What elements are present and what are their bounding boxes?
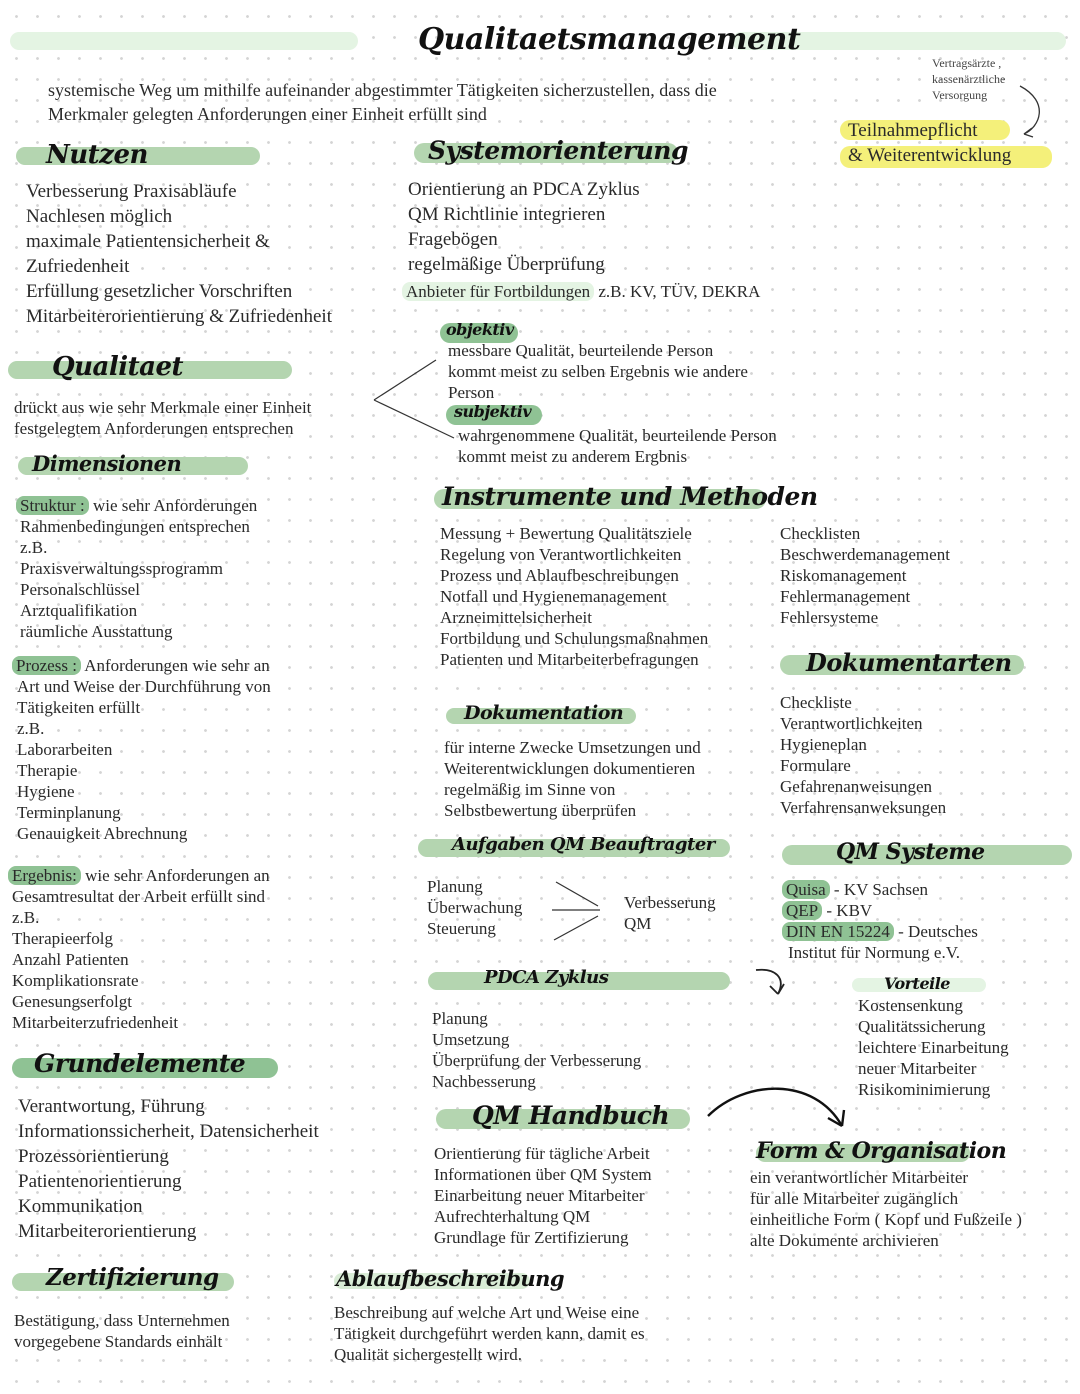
prozess-line: Tätigkeiten erfüllt — [17, 698, 141, 717]
title-highlight-left — [10, 32, 358, 50]
list-item: einheitliche Form ( Kopf und Fußzeile ) — [750, 1210, 1022, 1229]
list-item: für interne Zwecke Umsetzungen und — [444, 738, 701, 757]
def-line: drückt aus wie sehr Merkmale einer Einheit — [14, 398, 312, 417]
list-item: Verantwortlichkeiten — [780, 714, 923, 733]
list-item: Fragebögen — [408, 229, 498, 250]
list-item: Patienten und Mitarbeiterbefragungen — [440, 650, 699, 669]
big-arrow-icon — [704, 1078, 854, 1138]
list-item: Messung + Bewertung Qualitätsziele — [440, 524, 692, 543]
list-item: neuer Mitarbeiter — [858, 1059, 977, 1078]
qep-rest: - KBV — [822, 901, 873, 920]
systemorientierung-heading: Systemorienterung — [428, 136, 688, 165]
def-line: festgelegtem Anforderungen entsprechen — [14, 419, 294, 438]
struktur-label: Struktur : — [16, 496, 89, 515]
list-item: Planung — [427, 877, 483, 896]
list-item: Umsetzung — [432, 1030, 510, 1049]
vertrag-note — [932, 55, 1005, 103]
list-item: Überprüfung der Verbesserung — [432, 1051, 642, 1070]
grundelemente-list — [18, 1094, 319, 1244]
prozess-label: Prozess : — [12, 656, 81, 675]
hook-arrow-icon — [752, 964, 792, 1000]
teilnahme-line: & Weiterentwicklung — [848, 145, 1012, 166]
list-item: leichtere Einarbeitung — [858, 1038, 1009, 1057]
dokumentarten-list — [780, 692, 946, 818]
ergebnis-block — [8, 865, 270, 1033]
aufgaben-heading: Aufgaben QM Beauftragter — [452, 834, 715, 855]
subjektiv-label: subjektiv — [454, 402, 532, 421]
list-item: Erfüllung gesetzlicher Vorschriften — [26, 281, 293, 302]
list-item: Qualitätssicherung — [858, 1017, 986, 1036]
zertifizierung-heading: Zertifizierung — [46, 1264, 219, 1291]
form-heading: Form & Organisation — [756, 1138, 1007, 1164]
ergebnis-label: Ergebnis: — [8, 866, 81, 885]
subjektiv-text — [458, 425, 777, 467]
anbieter-rest: z.B. KV, TÜV, DEKRA — [594, 282, 761, 301]
list-item: ein verantwortlicher Mitarbeiter — [750, 1168, 969, 1187]
list-item: Beschreibung auf welche Art und Weise eine — [334, 1303, 640, 1322]
list-item: QM Richtlinie integrieren — [408, 204, 606, 225]
dokumentarten-heading: Dokumentarten — [806, 648, 1012, 677]
list-item: Beschwerdemanagement — [780, 545, 950, 564]
qmsysteme-list — [782, 879, 978, 963]
prozess-line: Art und Weise der Durchführung von — [17, 677, 271, 696]
list-item: Kostensenkung — [858, 996, 963, 1015]
list-item: Notfall und Hygienemanagement — [440, 587, 667, 606]
definition-line: Merkmaler gelegten Anforderungen einer Einheit erfüllt sind — [48, 104, 487, 124]
list-item: Risikominimierung — [858, 1080, 991, 1099]
objektiv-line: messbare Qualität, beurteilende Person — [448, 341, 714, 360]
list-item: Weiterentwicklungen dokumentieren — [444, 759, 696, 778]
ergebnis-line: wie sehr Anforderungen an — [80, 866, 270, 885]
prozess-line: Anforderungen wie sehr an — [80, 656, 270, 675]
din-rest-line: Institut für Normung e.V. — [788, 943, 961, 962]
list-item: maximale Patientensicherheit & — [26, 231, 270, 252]
list-item: Fehlermanagement — [780, 587, 911, 606]
system-list — [408, 177, 640, 277]
list-item: Verfahrensanweksungen — [780, 798, 947, 817]
struktur-line: Personalschlüssel — [20, 580, 140, 599]
aufgaben-lines — [548, 878, 608, 946]
struktur-line: räumliche Ausstattung — [20, 622, 173, 641]
list-item: Patientenorientierung — [18, 1171, 182, 1192]
list-item: Überwachung — [427, 898, 523, 917]
branch-lines — [370, 358, 460, 442]
list-item: Fortbildung und Schulungsmaßnahmen — [440, 629, 709, 648]
vorteile-list — [858, 995, 1009, 1100]
list-item: Qualität sichergestellt wird. — [334, 1345, 523, 1364]
list-item: Fehlersysteme — [780, 608, 879, 627]
list-item: Verbesserung — [624, 893, 716, 912]
list-item: vorgegebene Standards einhält — [14, 1332, 223, 1351]
list-item: Bestätigung, dass Unternehmen — [14, 1311, 230, 1330]
teilnahme — [848, 118, 1011, 168]
instrumente-heading: Instrumente und Methoden — [442, 482, 818, 511]
qualitaet-def — [14, 397, 311, 439]
prozess-block — [12, 655, 271, 844]
list-item: Einarbeitung neuer Mitarbeiter — [434, 1186, 645, 1205]
prozess-line: z.B. — [17, 719, 45, 738]
list-item: Nachlesen möglich — [26, 206, 173, 227]
list-item: Checkliste — [780, 693, 852, 712]
list-item: Zufriedenheit — [26, 256, 130, 277]
handbuch-heading: QM Handbuch — [472, 1101, 670, 1130]
objektiv-text — [448, 340, 748, 403]
list-item: Verantwortung, Führung — [18, 1096, 205, 1117]
dimensionen-heading: Dimensionen — [32, 451, 182, 476]
aufgaben-right — [624, 892, 716, 934]
teilnahme-line: Teilnahmepflicht — [848, 120, 978, 141]
list-item: Selbstbewertung überprüfen — [444, 801, 637, 820]
quisa-rest: - KV Sachsen — [829, 880, 929, 899]
list-item: Riskomanagement — [780, 566, 907, 585]
list-item: Aufrechterhaltung QM — [434, 1207, 591, 1226]
zert-list — [14, 1310, 230, 1352]
struktur-line: Rahmenbedingungen entsprechen — [20, 517, 250, 536]
ergebnis-line: Genesungserfolgt — [12, 992, 132, 1011]
list-item: Prozessorientierung — [18, 1146, 169, 1167]
subjektiv-line: kommt meist zu anderem Ergbnis — [458, 447, 688, 466]
struktur-line: Arztqualifikation — [20, 601, 138, 620]
list-item: Orientierung für tägliche Arbeit — [434, 1144, 650, 1163]
dokumentation-heading: Dokumentation — [464, 702, 624, 724]
nutzen-list — [26, 179, 332, 329]
list-item: regelmäßig im Sinne von — [444, 780, 616, 799]
prozess-line: Hygiene — [17, 782, 75, 801]
note-line: kassenärztliche — [932, 72, 1006, 86]
instrumente-col2 — [780, 523, 950, 628]
prozess-line: Genauigkeit Abrechnung — [17, 824, 188, 843]
ergebnis-line: Komplikationsrate — [12, 971, 139, 990]
grundelemente-heading: Grundelemente — [34, 1049, 246, 1078]
list-item: Grundlage für Zertifizierung — [434, 1228, 629, 1247]
din-rest: - Deutsches — [893, 922, 978, 941]
list-item: Prozess und Ablaufbeschreibungen — [440, 566, 679, 585]
ergebnis-line: Anzahl Patienten — [12, 950, 129, 969]
list-item: Mitarbeiterorientierung & Zufriedenheit — [26, 306, 332, 327]
note-line: Versorgung — [932, 88, 988, 102]
list-item: alte Dokumente archivieren — [750, 1231, 939, 1250]
form-list — [750, 1167, 1022, 1251]
prozess-line: Terminplanung — [17, 803, 121, 822]
anbieter-label: Anbieter für Fortbildungen — [402, 282, 594, 301]
definition-line: systemische Weg um mithilfe aufeinander abgestimmter Tätigkeiten sicherzustellen, dass die — [48, 80, 717, 100]
ergebnis-line: Therapieerfolg — [12, 929, 113, 948]
list-item: Informationssicherheit, Datensicherheit — [18, 1121, 319, 1142]
list-item: Kommunikation — [18, 1196, 143, 1217]
struktur-block — [16, 495, 257, 642]
list-item: Mitarbeiterorientierung — [18, 1221, 197, 1242]
prozess-line: Therapie — [17, 761, 78, 780]
list-item: Checklisten — [780, 524, 861, 543]
prozess-line: Laborarbeiten — [17, 740, 113, 759]
vorteile-heading: Vorteile — [884, 974, 950, 993]
qualitaet-heading: Qualitaet — [52, 352, 184, 382]
objektiv-line: kommt meist zu selben Ergebnis wie andere — [448, 362, 748, 381]
instrumente-col1 — [440, 523, 708, 670]
list-item: Hygieneplan — [780, 735, 867, 754]
pdca-heading: PDCA Zyklus — [484, 967, 609, 988]
list-item: QM — [624, 914, 652, 933]
anbieter — [402, 281, 760, 302]
aufgaben-left — [427, 876, 522, 939]
din-label: DIN EN 15224 — [782, 922, 894, 941]
struktur-line: Praxisverwaltungssprogramm — [20, 559, 224, 578]
definition — [48, 78, 717, 126]
objektiv-label: objektiv — [446, 320, 514, 339]
list-item: Steuerung — [427, 919, 496, 938]
list-item: regelmäßige Überprüfung — [408, 254, 605, 275]
ergebnis-line: Gesamtresultat der Arbeit erfüllt sind — [12, 887, 266, 906]
ergebnis-line: z.B. — [12, 908, 40, 927]
list-item: Gefahrenanweisungen — [780, 777, 932, 796]
ablauf-list — [334, 1302, 645, 1365]
struktur-line: z.B. — [20, 538, 48, 557]
handbuch-list — [434, 1143, 652, 1248]
dokumentation-list — [444, 737, 701, 821]
ablauf-heading: Ablaufbeschreibung — [336, 1266, 565, 1291]
list-item: Regelung von Verantwortlichkeiten — [440, 545, 682, 564]
list-item: Informationen über QM System — [434, 1165, 652, 1184]
list-item: Verbesserung Praxisabläufe — [26, 181, 237, 202]
note-line: Vertragsärzte , — [932, 56, 1002, 70]
nutzen-heading: Nutzen — [46, 140, 148, 170]
curved-arrow-icon — [1010, 82, 1050, 142]
page-title: Qualitaetsmanagement — [418, 22, 801, 57]
ergebnis-line: Mitarbeiterzufriedenheit — [12, 1013, 179, 1032]
list-item: Arzneimittelsicherheit — [440, 608, 592, 627]
pdca-list — [432, 1008, 641, 1092]
list-item: Orientierung an PDCA Zyklus — [408, 179, 640, 200]
subjektiv-line: wahrgenommene Qualität, beurteilende Person — [458, 426, 777, 445]
quisa-label: Quisa — [782, 880, 830, 899]
list-item: Tätigkeit durchgeführt werden kann, damit es — [334, 1324, 645, 1343]
list-item: Planung — [432, 1009, 488, 1028]
list-item: Nachbesserung — [432, 1072, 536, 1091]
list-item: Formulare — [780, 756, 851, 775]
qep-label: QEP — [782, 901, 822, 920]
list-item: für alle Mitarbeiter zugänglich — [750, 1189, 959, 1208]
qmsysteme-heading: QM Systeme — [836, 839, 985, 865]
struktur-line: wie sehr Anforderungen — [88, 496, 258, 515]
objektiv-line: Person — [448, 383, 495, 402]
